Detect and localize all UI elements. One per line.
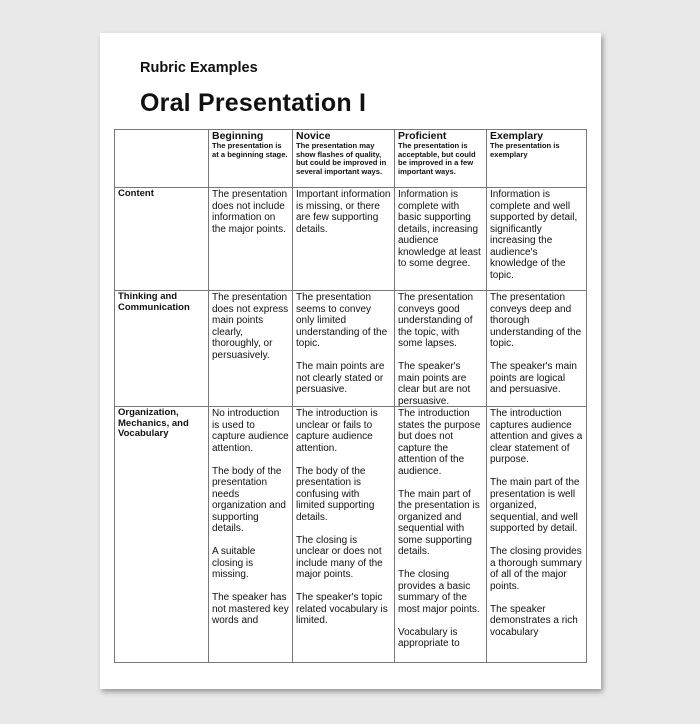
level-description: The presentation is exemplary	[490, 141, 560, 159]
rubric-cell	[209, 407, 293, 663]
rubric-table	[114, 129, 587, 663]
level-description: The presentation is at a beginning stage.	[212, 141, 288, 159]
criterion-cell	[115, 407, 209, 663]
cell-paragraph: Information is complete with basic supporting details, increasing audience knowledge at least to some degree.	[398, 189, 481, 269]
cell-paragraph: Information is complete and well supported by detail, significantly increasing the audience's knowledge of the topic.	[490, 189, 578, 281]
cell-paragraph: The introduction states the purpose but does not capture the attention of the audience.	[398, 408, 481, 477]
cell-paragraph: Important information is missing, or there are few supporting details.	[296, 189, 391, 235]
rubric-cell	[293, 291, 395, 407]
corner-cell	[115, 130, 209, 188]
cell-paragraph: The body of the presentation is confusing with limited supporting details.	[296, 465, 375, 523]
cell-paragraph: Vocabulary is appropriate to	[398, 626, 460, 649]
rubric-cell	[209, 188, 293, 291]
rubric-cell	[395, 407, 487, 663]
level-name: Novice	[296, 131, 331, 142]
rubric-row-organization	[115, 407, 587, 663]
rubric-header-row	[115, 130, 587, 188]
rubric-row-thinking-communication	[115, 291, 587, 407]
cell-paragraph: The speaker has not mastered key words and	[212, 592, 289, 626]
level-header-proficient	[395, 130, 487, 188]
level-name: Exemplary	[490, 131, 544, 142]
cell-paragraph: The main part of the presentation is well organized, sequential, and well supported by detail.	[490, 477, 580, 534]
document-subtitle: Rubric Examples	[140, 60, 258, 76]
rubric-cell	[487, 407, 587, 663]
rubric-cell	[487, 291, 587, 407]
cell-paragraph: No introduction is used to capture audience attention.	[212, 408, 289, 454]
criterion-label: Organization, Mechanics, and Vocabulary	[118, 408, 189, 439]
cell-paragraph: The main points are not clearly stated or persuasive.	[296, 361, 385, 395]
criterion-cell	[115, 291, 209, 407]
rubric-cell	[209, 291, 293, 407]
criterion-label: Content	[118, 189, 154, 199]
cell-paragraph: The introduction is unclear or fails to capture audience attention.	[296, 408, 378, 454]
cell-paragraph: The presentation conveys good understanding of the topic, with some lapses.	[398, 292, 474, 349]
document-page	[100, 33, 601, 689]
cell-paragraph: The main part of the presentation is organized and sequential with some supporting details.	[398, 488, 480, 557]
cell-paragraph: The presentation does not express main points clearly, thoroughly, or persuasively.	[212, 292, 289, 361]
level-header-beginning	[209, 130, 293, 188]
cell-paragraph: The presentation does not include information on the major points.	[212, 189, 288, 235]
document-title: Oral Presentation I	[140, 89, 367, 117]
cell-paragraph: The presentation seems to convey only limited understanding of the topic.	[296, 292, 388, 349]
level-description: The presentation may show flashes of quality, but could be improved in several important ways.	[296, 141, 387, 177]
cell-paragraph: The introduction captures audience attention and gives a clear statement of purpose.	[490, 408, 583, 465]
cell-paragraph: The closing provides a basic summary of the most major points.	[398, 569, 480, 615]
cell-paragraph: A suitable closing is missing.	[212, 546, 256, 580]
cell-paragraph: The speaker's topic related vocabulary is limited.	[296, 592, 388, 626]
cell-paragraph: The closing is unclear or does not include many of the major points.	[296, 534, 383, 580]
rubric-cell	[293, 188, 395, 291]
level-name: Beginning	[212, 131, 264, 142]
level-header-novice	[293, 130, 395, 188]
cell-paragraph: The speaker's main points are logical and persuasive.	[490, 361, 577, 395]
rubric-row-content	[115, 188, 587, 291]
level-description: The presentation is acceptable, but could be improved in a few important ways.	[398, 141, 476, 177]
rubric-cell	[395, 188, 487, 291]
criterion-cell	[115, 188, 209, 291]
cell-paragraph: The speaker demonstrates a rich vocabulary	[490, 603, 578, 638]
level-name: Proficient	[398, 131, 447, 142]
cell-paragraph: The speaker's main points are clear but are not persuasive.	[398, 361, 471, 406]
rubric-cell	[293, 407, 395, 663]
level-header-exemplary	[487, 130, 587, 188]
criterion-label: Thinking and Communication	[118, 292, 190, 313]
cell-paragraph: The presentation conveys deep and thorough understanding of the topic.	[490, 292, 582, 349]
cell-paragraph: The closing provides a thorough summary of all of the major points.	[490, 546, 582, 592]
rubric-cell	[487, 188, 587, 291]
cell-paragraph: The body of the presentation needs organization and supporting details.	[212, 465, 286, 534]
rubric-cell	[395, 291, 487, 407]
